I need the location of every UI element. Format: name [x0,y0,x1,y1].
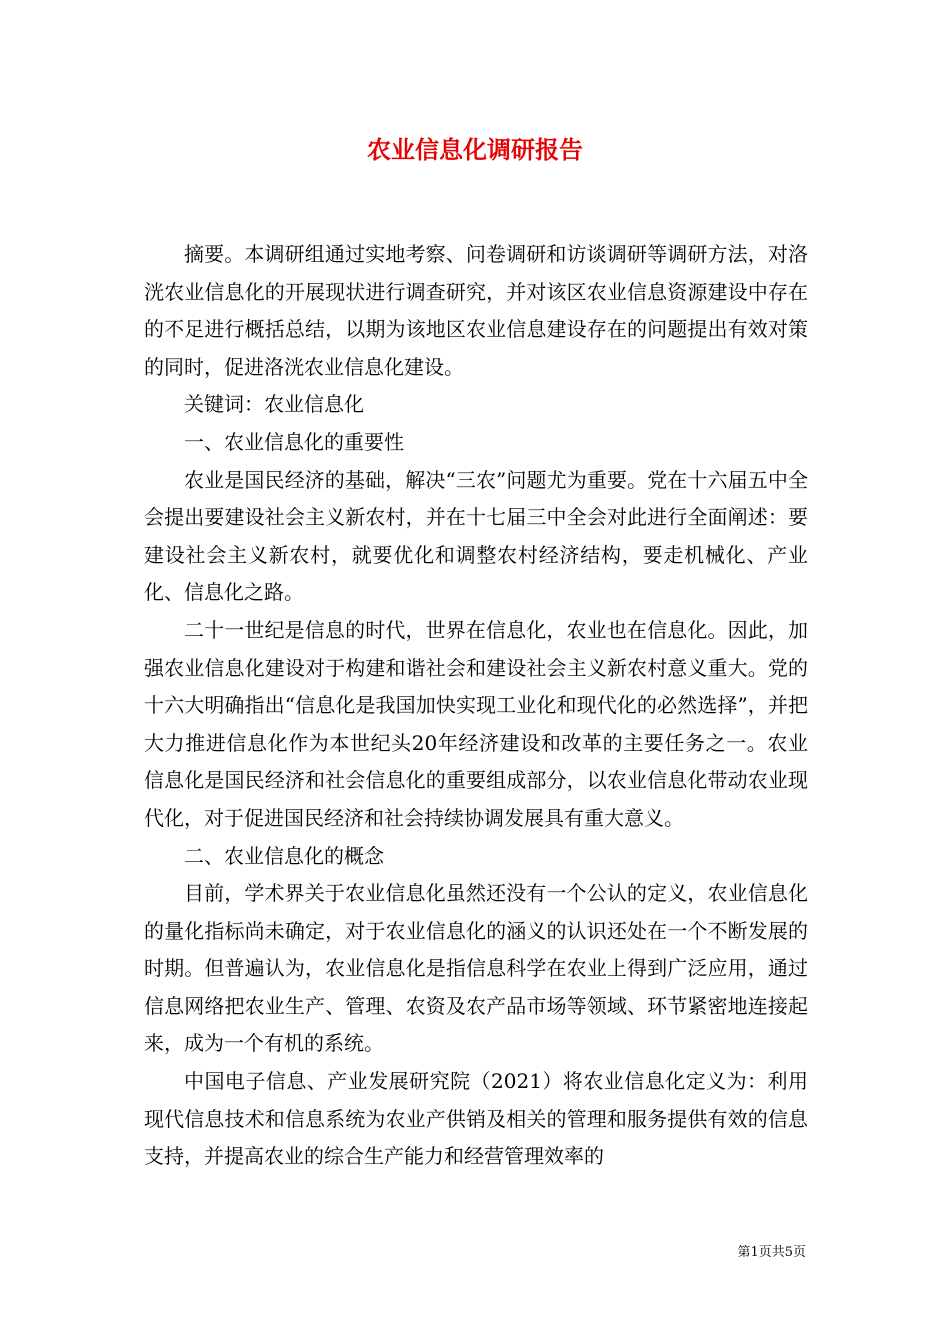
document-title: 农业信息化调研报告 [367,135,583,164]
paragraph-abstract: 摘要。本调研组通过实地考察、问卷调研和访谈调研等调研方法，对洛洸农业信息化的开展现状进行调查研究，并对该区农业信息资源建设中存在的不足进行概括总结，以期为该地区农业信息建设存在的问题提出有效对策的同时，促进洛洸农业信息化建设。 [144,242,808,379]
paragraph-keywords: 关键词：农业信息化 [184,392,364,417]
page-number: 第1页共5页 [737,1245,806,1260]
section-heading-1: 一、农业信息化的重要性 [184,429,404,454]
document-body [144,236,808,1176]
section-heading-2: 二、农业信息化的概念 [184,843,384,868]
paragraph: 农业是国民经济的基础，解决“三农”问题尤为重要。党在十六届五中全会提出要建设社会主义新农村，并在十七届三中全会对此进行全面阐述：要建设社会主义新农村，就要优化和调整农村经济结构，要走机械化、产业化、信息化之路。 [144,467,808,605]
paragraph: 中国电子信息、产业发展研究院（2021）将农业信息化定义为：利用现代信息技术和信息系统为农业产供销及相关的管理和服务提供有效的信息支持，并提高农业的综合生产能力和经营管理效率的 [144,1069,808,1169]
paragraph: 二十一世纪是信息的时代，世界在信息化，农业也在信息化。因此，加强农业信息化建设对于构建和谐社会和建设社会主义新农村意义重大。党的十六大明确指出“信息化是我国加快实现工业化和现代化的必然选择”，并把大力推进信息化作为本世纪头20年经济建设和改革的主要任务之一。农业信息化是国民经济和社会信息化的重要组成部分，以农业信息化带动农业现代化，对于促进国民经济和社会持续协调发展具有重大意义。 [144,617,808,830]
paragraph: 目前，学术界关于农业信息化虽然还没有一个公认的定义，农业信息化的量化指标尚未确定，对于农业信息化的涵义的认识还处在一个不断发展的时期。但普遍认为，农业信息化是指信息科学在农业上得到广泛应用，通过信息网络把农业生产、管理、农资及农产品市场等领域、环节紧密地连接起来，成为一个有机的系统。 [144,881,808,1056]
